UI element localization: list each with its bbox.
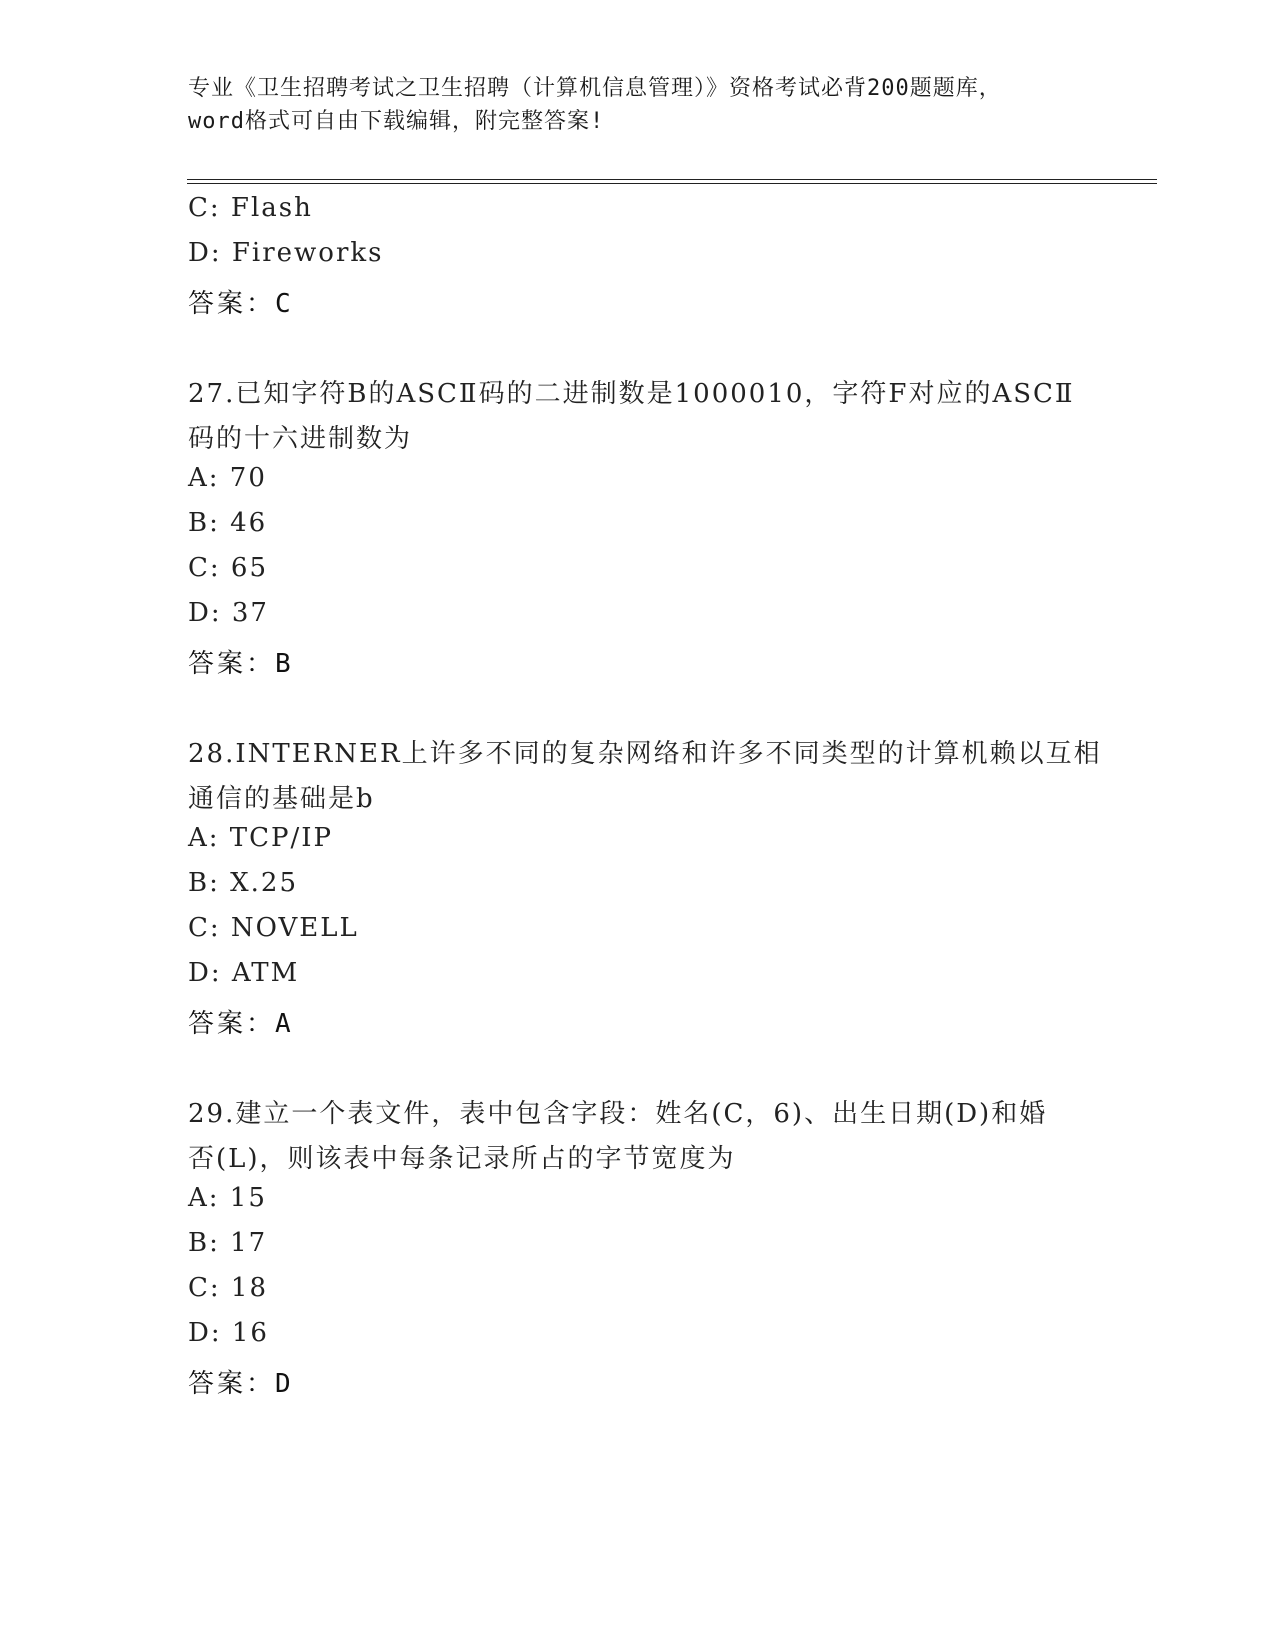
q28-option-b: B: X.25 xyxy=(188,868,298,898)
q26-answer xyxy=(188,283,292,320)
q27-option-b: B: 46 xyxy=(188,508,268,538)
q28-stem-line-2: 通信的基础是b xyxy=(188,784,375,814)
q27-option-d: D: 37 xyxy=(188,598,269,628)
q26-option-c: C: Flash xyxy=(188,193,313,223)
q29-option-c: C: 18 xyxy=(188,1273,269,1303)
q28-answer-value: A xyxy=(275,1009,292,1039)
q27-option-a: A: 70 xyxy=(188,463,267,493)
answer-label: 答案： xyxy=(188,1009,276,1039)
q27-answer xyxy=(188,643,292,680)
q27-option-c: C: 65 xyxy=(188,553,269,583)
q27-answer-value: B xyxy=(275,649,292,679)
q29-answer-value: D xyxy=(275,1369,292,1399)
q26-option-d: D: Fireworks xyxy=(188,238,384,268)
q27-stem-line-1: 27.已知字符B的ASCⅡ码的二进制数是1000010，字符F对应的ASCⅡ xyxy=(188,379,1075,409)
q28-option-c: C: NOVELL xyxy=(188,913,359,943)
q29-option-a: A: 15 xyxy=(188,1183,267,1213)
header-rule-top xyxy=(187,179,1157,180)
q26-answer-value: C xyxy=(275,289,292,319)
q29-answer xyxy=(188,1363,292,1400)
page-header xyxy=(188,72,1088,138)
header-rule-bottom xyxy=(187,183,1157,184)
answer-label: 答案： xyxy=(188,289,276,319)
answer-label: 答案： xyxy=(188,1369,276,1399)
q29-stem-line-1: 29.建立一个表文件，表中包含字段：姓名(C，6)、出生日期(D)和婚 xyxy=(188,1099,1048,1129)
q28-stem-line-1: 28.INTERNER上许多不同的复杂网络和许多不同类型的计算机赖以互相 xyxy=(188,739,1102,769)
header-line-2: word格式可自由下载编辑，附完整答案! xyxy=(188,109,605,134)
q29-stem-line-2: 否(L)，则该表中每条记录所占的字节宽度为 xyxy=(188,1144,736,1174)
q29-option-d: D: 16 xyxy=(188,1318,269,1348)
header-line-1: 专业《卫生招聘考试之卫生招聘（计算机信息管理）》资格考试必背200题题库， xyxy=(188,76,1002,101)
q28-option-d: D: ATM xyxy=(188,958,300,988)
q28-option-a: A: TCP/IP xyxy=(188,823,334,853)
answer-label: 答案： xyxy=(188,649,276,679)
q27-stem-line-2: 码的十六进制数为 xyxy=(188,424,413,454)
q28-answer xyxy=(188,1003,292,1040)
q29-option-b: B: 17 xyxy=(188,1228,268,1258)
